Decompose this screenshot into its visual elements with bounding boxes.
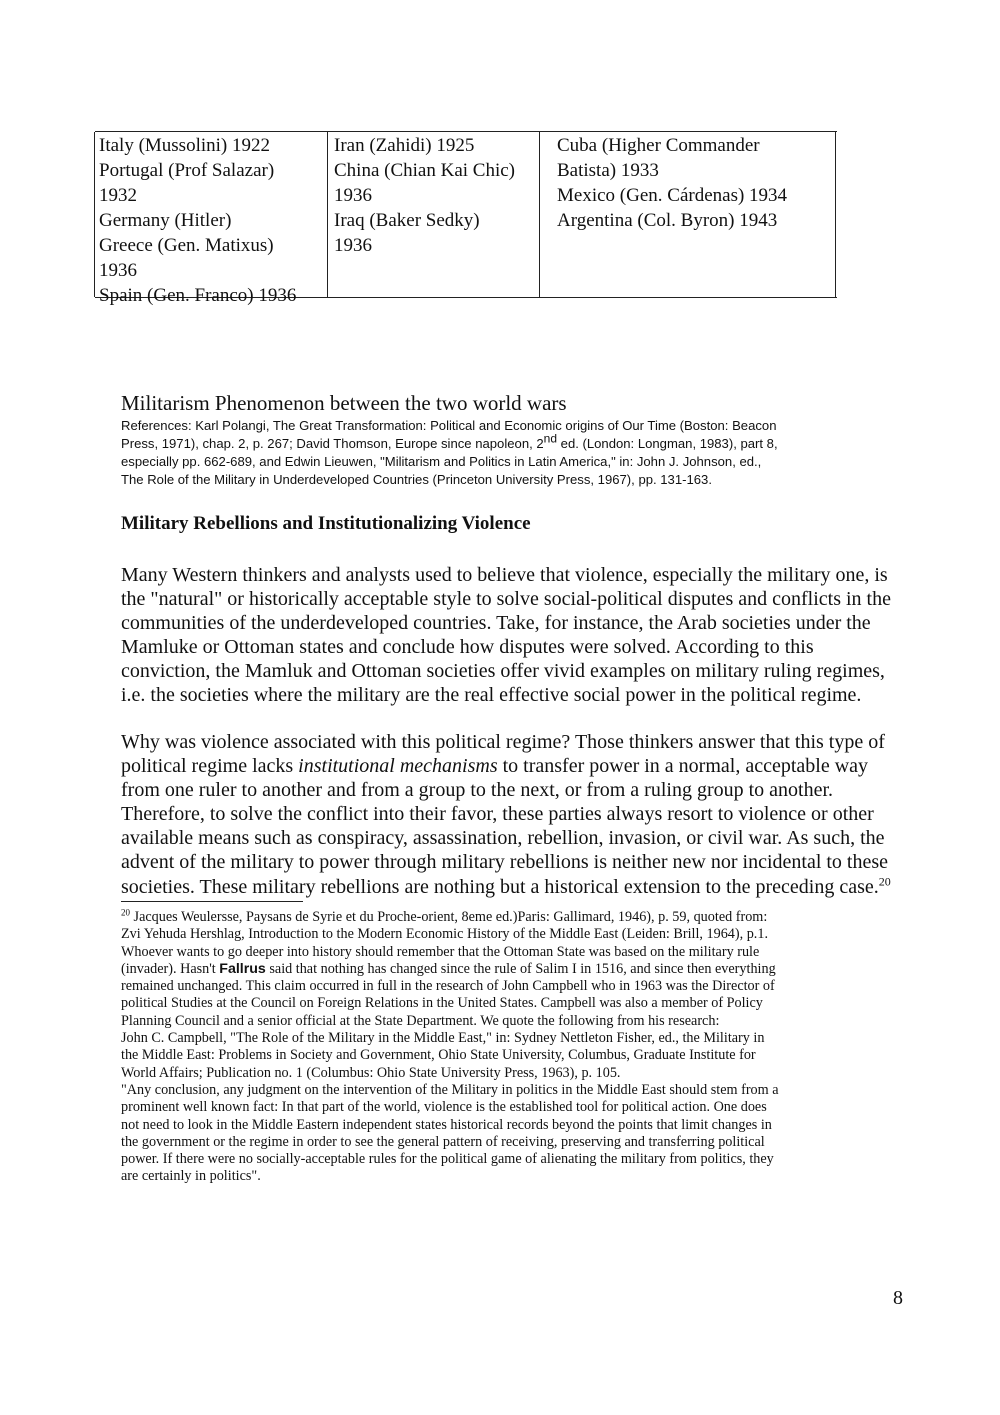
table-references [121, 417, 901, 489]
table-cell: Greece (Gen. Matixus) [99, 235, 274, 256]
body-paragraph-1 [121, 563, 911, 708]
table-column-europe [95, 132, 327, 308]
table-cell: China (Chian Kai Chic) [334, 160, 515, 181]
table-cell: Iraq (Baker Sedky) [334, 210, 480, 231]
footnote-line: remained unchanged. This claim occurred in full in the research of John Campbell who in 1963 was the Director of [121, 978, 775, 995]
footnote-line: are certainly in politics". [121, 1168, 261, 1185]
table-divider-1 [327, 132, 328, 297]
footnote-line: political Studies at the Council on Foreign Relations in the United States. Campbell was also a member of Policy [121, 995, 763, 1012]
section-heading: Military Rebellions and Institutionalizing Violence [121, 513, 531, 534]
text-line: available means such as conspiracy, assassination, rebellion, invasion, or civil war. As such, the [121, 827, 885, 850]
table-cell: Mexico (Gen. Cárdenas) 1934 [557, 185, 788, 206]
footnote-line: prominent well known fact: In that part of the world, violence is the established tool for political action. One does [121, 1099, 767, 1116]
text-line: Therefore, to solve the conflict into their favor, these parties always resort to violence or other [121, 803, 874, 826]
reference-line: especially pp. 662-689, and Edwin Lieuwen, "Militarism and Politics in Latin America," in: John J. Johnson, ed., [121, 454, 762, 469]
text-line: Mamluke or Ottoman states and conclude how disputes were solved. According to this [121, 636, 814, 659]
text-line: Why was violence associated with this political regime? Those thinkers answer that this type of [121, 731, 885, 753]
table-column-asia [330, 132, 539, 258]
emphasis-text: institutional mechanisms [298, 755, 498, 778]
footnote-line: the government or the regime in order to see the general pattern of receiving, preserving and transferring political [121, 1133, 765, 1150]
footnote-line: power. If there were no socially-acceptable rules for the political game of alienating the military from politics, they [121, 1151, 774, 1168]
footnote-line: World Affairs; Publication no. 1 (Columbus: Ohio State University Press, 1963), p. 105. [121, 1064, 621, 1081]
reference-line: Press, 1971), chap. 2, p. 267; David Thomson, Europe since napoleon, 2nd ed. (London: Longman, 1983), part 8, [121, 431, 778, 451]
table-cell: 1932 [99, 185, 137, 206]
text-line: i.e. the societies where the military are the real effective social power in the political regime. [121, 684, 862, 707]
table-cell: Germany (Hitler) [99, 210, 232, 231]
table-cell: Italy (Mussolini) 1922 [99, 135, 270, 156]
page-number: 8 [893, 1287, 903, 1309]
footnote-line: Zvi Yehuda Hershlag, Introduction to the Modern Economic History of the Middle East (Leiden: Brill, 1964), p.1. [121, 926, 768, 943]
bold-name: Fallrus [219, 960, 266, 977]
body-paragraph-2 [121, 730, 911, 899]
footnote-number: 20 [121, 907, 130, 918]
footnote-line: not need to look in the Middle Eastern independent states historical records beyond the points that limit changes in [121, 1116, 772, 1133]
text-line: advent of the military to power through military rebellions is neither new nor incidental to these [121, 851, 889, 874]
footnote-line: Whoever wants to go deeper into history should remember that the Ottoman State was based on the military rule [121, 943, 760, 960]
table-cell: Portugal (Prof Salazar) [99, 160, 275, 181]
footnote-line: (invader). Hasn't Fallrus said that nothing has changed since the rule of Salim I in 1516, and since then everything [121, 960, 776, 977]
table-cell: Batista) 1933 [557, 160, 659, 181]
footnote-line: the Middle East: Problems in Society and Government, Ohio State University, Columbus, Graduate Institute for [121, 1047, 756, 1064]
footnote-line: "Any conclusion, any judgment on the intervention of the Military in politics in the Middle East should stem from a [121, 1081, 779, 1098]
footnote-separator [121, 901, 303, 902]
text-line: from one ruler to another and from a group to the next, or from a ruling group to another. [121, 779, 834, 802]
footnote-20 [121, 909, 911, 1186]
text-line: societies. These military rebellions are nothing but a historical extension to the preceding case.$^{20}$ [121, 873, 891, 898]
text-line: Many Western thinkers and analysts used to believe that violence, especially the military one, is [121, 564, 888, 586]
text-line: the "natural" or historically acceptable style to solve social-political disputes and conflicts in the [121, 588, 891, 611]
text-line: conviction, the Mamluk and Ottoman societies offer vivid examples on military ruling regimes, [121, 660, 885, 683]
text-line: political regime lacks institutional mechanisms to transfer power in a normal, acceptable way [121, 755, 869, 778]
regimes-table [95, 131, 837, 306]
reference-line: References: Karl Polangi, The Great Transformation: Political and Economic origins of Our Time (Boston: Beacon [121, 418, 777, 433]
table-cell: 1936 [334, 235, 372, 256]
table-cell: 1936 [99, 260, 137, 281]
table-column-americas [543, 132, 847, 233]
table-cell: Spain (Gen. Franco) 1936 [99, 285, 297, 306]
reference-line: The Role of the Military in Underdeveloped Countries (Princeton University Press, 1967), pp. 131-163. [121, 472, 712, 487]
table-cell: Cuba (Higher Commander [557, 135, 760, 156]
footnote-reference[interactable]: 20 [878, 873, 891, 888]
footnote-line: John C. Campbell, "The Role of the Military in the Middle East," in: Sydney Nettleton Fisher, ed., the Military in [121, 1030, 765, 1047]
footnote-line: $^{20}$ Jacques Weulersse, Paysans de Syrie et du Proche-orient, 8eme ed.)Paris: Gallimard, 1946), p. 59, quoted from: [121, 907, 768, 925]
footnote-line: Planning Council and a senior official at the State Department. We quote the following from his research: [121, 1012, 720, 1029]
table-caption: Militarism Phenomenon between the two world wars [121, 391, 567, 415]
table-cell: Iran (Zahidi) 1925 [334, 135, 475, 156]
table-cell: Argentina (Col. Byron) 1943 [557, 210, 778, 231]
table-cell: 1936 [334, 185, 372, 206]
table-divider-2 [539, 132, 540, 297]
text-line: communities of the underdeveloped countries. Take, for instance, the Arab societies under the [121, 612, 871, 635]
